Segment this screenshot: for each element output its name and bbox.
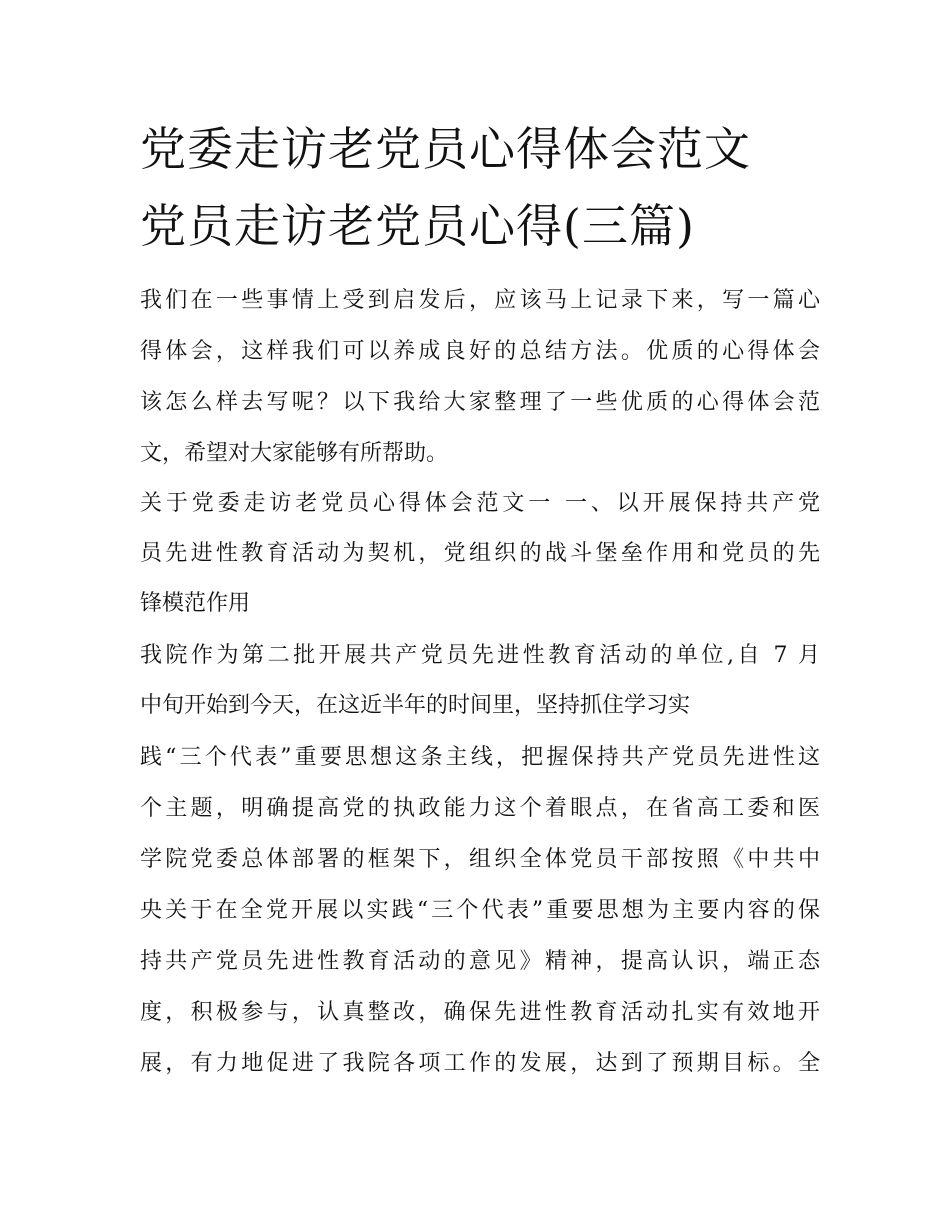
text-line: 文，希望对大家能够有所帮助。 [140, 441, 449, 466]
text-line: 员先进性教育活动为契机，党组织的战斗堡垒作用和党员的先 [140, 541, 820, 566]
text-line: 持共产党员先进性教育活动的意见》精神，提高认识，端正态 [140, 949, 820, 974]
text-line: 度，积极参与，认真整改，确保先进性教育活动扎实有效地开 [140, 1000, 820, 1025]
text-line: 践“三个代表”重要思想这条主线，把握保持共产党员先进性这 [140, 745, 820, 770]
text-line: 个主题，明确提高党的执政能力这个着眼点，在省高工委和医 [140, 796, 820, 821]
text-line: 学院党委总体部署的框架下，组织全体党员干部按照《中共中 [140, 847, 820, 872]
document-title-line-2: 党员走访老党员心得(三篇) [140, 199, 695, 253]
text-line: 得体会，这样我们可以养成良好的总结方法。优质的心得体会 [140, 339, 820, 364]
text-line: 该怎么样去写呢？以下我给大家整理了一些优质的心得体会范 [140, 390, 820, 415]
text-line: 我们在一些事情上受到启发后，应该马上记录下来，写一篇心 [140, 288, 820, 313]
text-line: 锋模范作用 [140, 591, 251, 616]
text-line: 我院作为第二批开展共产党员先进性教育活动的单位,自 7 月 [140, 643, 820, 668]
text-line: 关于党委走访老党员心得体会范文一 一、以开展保持共产党 [140, 491, 820, 516]
text-line: 展，有力地促进了我院各项工作的发展，达到了预期目标。全 [140, 1051, 820, 1076]
document-title-line-1: 党委走访老党员心得体会范文 [140, 122, 751, 176]
text-line: 央关于在全党开展以实践“三个代表”重要思想为主要内容的保 [140, 898, 820, 923]
text-line: 中旬开始到今天，在这近半年的时间里，坚持抓住学习实 [140, 693, 691, 718]
